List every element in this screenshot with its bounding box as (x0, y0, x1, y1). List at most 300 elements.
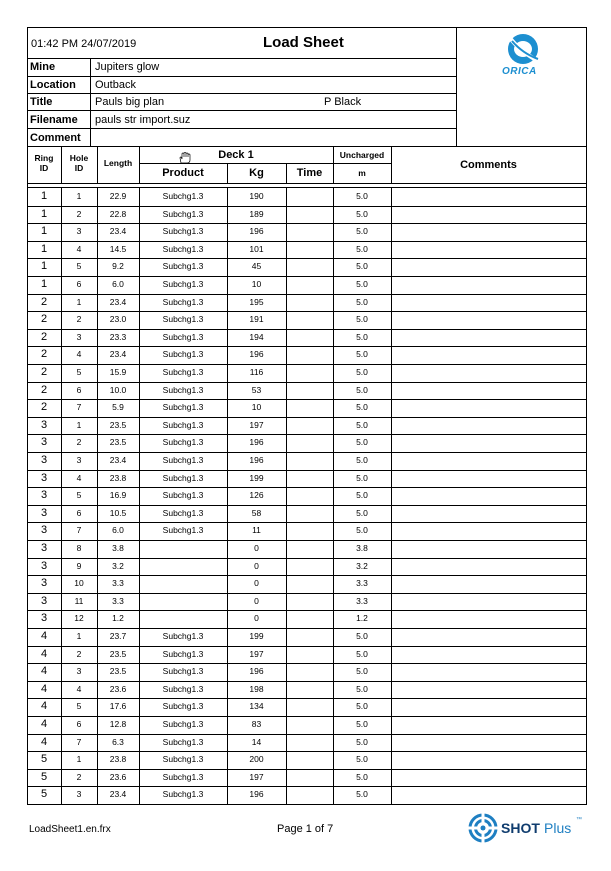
field-label-location: Location (30, 79, 76, 91)
cell-kg: 199 (249, 472, 264, 483)
table-row (27, 206, 587, 225)
cell-kg: 198 (249, 683, 264, 694)
cell-comments (391, 663, 586, 681)
cell-kg: 126 (249, 490, 264, 501)
cell-length: 23.8 (109, 472, 127, 483)
table-row (27, 646, 587, 665)
cell-ring-id: 2 (40, 330, 48, 343)
cell-length: 23.8 (109, 754, 127, 765)
cell-length: 23.3 (109, 331, 127, 342)
cell-comments (391, 346, 586, 364)
table-row (27, 698, 587, 717)
cell-kg: 191 (249, 314, 264, 325)
cell-time (286, 206, 333, 224)
table-row (27, 188, 587, 207)
cell-time (286, 276, 333, 294)
cell-ring-id: 3 (40, 594, 48, 607)
cell-uncharged: 5.0 (356, 367, 368, 377)
cell-uncharged: 5.0 (356, 314, 368, 325)
cell-hole-id: 2 (76, 771, 82, 782)
cell-hole-id: 5 (76, 367, 82, 377)
table-row (27, 364, 587, 383)
table-row (27, 786, 587, 805)
cell-uncharged: 1.2 (356, 613, 368, 624)
cell-uncharged: 5.0 (356, 226, 368, 237)
cell-time (286, 364, 333, 382)
cell-product (139, 575, 227, 593)
table-row (27, 487, 587, 506)
cell-time (286, 329, 333, 347)
cell-comments (391, 734, 586, 752)
cell-ring-id: 2 (40, 295, 48, 308)
cell-uncharged: 5.0 (356, 525, 368, 536)
table-row (27, 223, 587, 242)
cell-hole-id: 2 (76, 437, 82, 448)
table-row (27, 540, 587, 559)
cell-kg: 58 (251, 507, 262, 518)
cell-comments (391, 610, 586, 628)
cell-kg: 195 (249, 296, 264, 307)
cell-length: 23.0 (109, 314, 127, 325)
cell-uncharged: 3.3 (356, 578, 368, 589)
cell-hole-id: 6 (76, 279, 82, 289)
cell-ring-id: 1 (40, 225, 48, 238)
cell-time (286, 593, 333, 611)
cell-product: Subchg1.3 (162, 771, 204, 782)
cell-length: 17.6 (109, 701, 127, 712)
cell-ring-id: 3 (40, 612, 48, 625)
cell-product: Subchg1.3 (162, 754, 204, 765)
cell-hole-id: 3 (76, 789, 82, 800)
cell-ring-id: 4 (40, 647, 48, 660)
cell-kg: 83 (251, 719, 262, 729)
cell-time (286, 751, 333, 769)
cell-product: Subchg1.3 (162, 208, 204, 219)
cell-hole-id: 1 (76, 191, 82, 201)
cell-uncharged: 3.8 (356, 543, 368, 553)
report-filename: LoadSheet1.en.frx (29, 824, 111, 835)
cell-kg: 0 (254, 613, 259, 624)
cell-ring-id: 4 (40, 718, 48, 730)
cell-uncharged: 5.0 (356, 701, 368, 712)
cell-kg: 194 (249, 331, 264, 342)
cell-comments (391, 206, 586, 224)
cell-length: 23.4 (109, 349, 127, 360)
cell-product: Subchg1.3 (162, 367, 204, 377)
cell-comments (391, 487, 586, 505)
cell-time (286, 505, 333, 523)
cell-length: 6.3 (112, 736, 124, 747)
table-row (27, 294, 587, 313)
cell-hole-id: 7 (76, 525, 82, 536)
cell-comments (391, 558, 586, 576)
cell-time (286, 223, 333, 241)
cell-hole-id: 1 (76, 754, 82, 765)
cell-product (139, 593, 227, 611)
cell-product: Subchg1.3 (162, 349, 204, 360)
cell-uncharged: 5.0 (356, 666, 368, 677)
cell-product: Subchg1.3 (162, 701, 204, 712)
cell-uncharged: 5.0 (356, 402, 368, 413)
cell-hole-id: 1 (76, 419, 82, 430)
cell-kg: 45 (251, 261, 262, 272)
cell-product: Subchg1.3 (162, 736, 204, 747)
cell-uncharged: 3.3 (356, 595, 368, 606)
cell-comments (391, 716, 586, 734)
cell-time (286, 522, 333, 540)
cell-kg: 196 (249, 666, 264, 677)
cell-ring-id: 3 (40, 471, 48, 484)
cell-uncharged: 3.2 (356, 560, 368, 571)
cell-time (286, 382, 333, 400)
cell-hole-id: 6 (76, 507, 82, 518)
cell-comments (391, 505, 586, 523)
cell-uncharged: 5.0 (356, 331, 368, 342)
cell-comments (391, 681, 586, 699)
cell-uncharged: 5.0 (356, 243, 368, 254)
cell-product: Subchg1.3 (162, 226, 204, 237)
cell-length: 23.4 (109, 296, 127, 307)
cell-time (286, 628, 333, 646)
cell-ring-id: 4 (40, 700, 48, 713)
cell-ring-id: 2 (40, 383, 48, 396)
cell-hole-id: 1 (76, 296, 82, 307)
cell-time (286, 769, 333, 787)
cell-ring-id: 3 (40, 418, 48, 431)
cell-time (286, 417, 333, 435)
cell-length: 12.8 (109, 719, 127, 729)
cell-comments (391, 294, 586, 312)
cell-hole-id: 3 (76, 666, 82, 677)
col-hole-id-line2: ID (74, 163, 84, 173)
cell-uncharged: 5.0 (356, 191, 368, 201)
cell-length: 23.4 (109, 789, 127, 800)
table-row (27, 610, 587, 629)
cell-comments (391, 399, 586, 417)
cell-kg: 196 (249, 789, 264, 800)
table-row (27, 558, 587, 577)
cell-ring-id: 4 (40, 630, 48, 642)
table-row (27, 346, 587, 365)
table-row (27, 505, 587, 524)
cell-kg: 196 (249, 226, 264, 237)
cell-product: Subchg1.3 (162, 472, 204, 483)
cell-uncharged: 5.0 (356, 648, 368, 659)
cell-time (286, 294, 333, 312)
cell-uncharged: 5.0 (356, 771, 368, 782)
cell-length: 3.2 (112, 560, 124, 571)
cell-comments (391, 751, 586, 769)
cell-uncharged: 5.0 (356, 349, 368, 360)
cell-length: 23.5 (109, 666, 127, 677)
cell-uncharged: 5.0 (356, 419, 368, 430)
cell-product: Subchg1.3 (162, 507, 204, 518)
cell-product: Subchg1.3 (162, 279, 204, 289)
cell-product: Subchg1.3 (162, 314, 204, 325)
cell-ring-id: 3 (40, 436, 48, 449)
cell-uncharged: 5.0 (356, 455, 368, 465)
cell-kg: 196 (249, 455, 264, 465)
col-comments: Comments (460, 159, 517, 171)
cell-product: Subchg1.3 (162, 490, 204, 501)
cell-ring-id: 5 (40, 753, 48, 766)
cell-length: 6.0 (112, 279, 124, 289)
cell-ring-id: 1 (40, 190, 48, 202)
cell-ring-id: 2 (40, 313, 48, 326)
cell-length: 23.4 (109, 455, 127, 465)
cell-length: 15.9 (109, 367, 127, 377)
cell-ring-id: 1 (40, 278, 48, 290)
cell-ring-id: 4 (40, 682, 48, 695)
cell-ring-id: 1 (40, 260, 48, 273)
cell-time (286, 663, 333, 681)
table-row (27, 434, 587, 453)
cell-time (286, 399, 333, 417)
table-row (27, 276, 587, 295)
cell-ring-id: 2 (40, 366, 48, 378)
table-row (27, 734, 587, 753)
cell-ring-id: 2 (40, 348, 48, 361)
cell-product: Subchg1.3 (162, 384, 204, 395)
cell-length: 23.5 (109, 419, 127, 430)
cell-product: Subchg1.3 (162, 402, 204, 413)
cell-kg: 14 (251, 736, 262, 747)
col-kg: Kg (249, 167, 264, 179)
table-row (27, 663, 587, 682)
cell-comments (391, 646, 586, 664)
cell-length: 23.7 (109, 631, 127, 641)
cell-uncharged: 5.0 (356, 754, 368, 765)
cell-hole-id: 4 (76, 472, 82, 483)
orica-logo-icon (500, 32, 546, 80)
cell-comments (391, 769, 586, 787)
cell-uncharged: 5.0 (356, 789, 368, 800)
cell-time (286, 487, 333, 505)
cell-kg: 197 (249, 648, 264, 659)
cell-kg: 116 (249, 367, 264, 377)
table-row (27, 681, 587, 700)
cell-time (286, 346, 333, 364)
cell-time (286, 258, 333, 276)
cell-kg: 189 (249, 208, 264, 219)
cell-product: Subchg1.3 (162, 683, 204, 694)
cell-ring-id: 3 (40, 542, 48, 554)
cell-kg: 197 (249, 419, 264, 430)
cell-product: Subchg1.3 (162, 666, 204, 677)
cell-product: Subchg1.3 (162, 261, 204, 272)
cell-hole-id: 9 (76, 560, 82, 571)
table-row (27, 716, 587, 735)
cell-uncharged: 5.0 (356, 472, 368, 483)
shotplus-logo-icon (468, 813, 498, 843)
cell-comments (391, 434, 586, 452)
cell-hole-id: 6 (76, 384, 82, 395)
cell-length: 23.6 (109, 771, 127, 782)
cell-comments (391, 329, 586, 347)
cell-comments (391, 223, 586, 241)
cell-hole-id: 4 (76, 243, 82, 254)
cell-length: 10.0 (109, 384, 127, 395)
cell-time (286, 188, 333, 206)
cell-kg: 0 (254, 595, 259, 606)
cell-comments (391, 470, 586, 488)
shotplus-tm: ™ (576, 817, 582, 823)
cell-length: 23.5 (109, 648, 127, 659)
cell-kg: 197 (249, 771, 264, 782)
cell-uncharged: 5.0 (356, 296, 368, 307)
cell-product: Subchg1.3 (162, 719, 204, 729)
report-title: Load Sheet (263, 34, 344, 51)
cell-kg: 0 (254, 578, 259, 589)
cell-kg: 101 (249, 243, 264, 254)
cell-time (286, 610, 333, 628)
cell-uncharged: 5.0 (356, 261, 368, 272)
cell-ring-id: 5 (40, 788, 48, 801)
cell-comments (391, 417, 586, 435)
table-row (27, 417, 587, 436)
cell-length: 22.8 (109, 208, 127, 219)
shotplus-text-plus: Plus (544, 820, 572, 836)
cell-hole-id: 5 (76, 261, 82, 272)
field-value-location: Outback (95, 79, 136, 91)
table-row (27, 452, 587, 471)
report-datetime: 01:42 PM 24/07/2019 (31, 38, 137, 50)
cell-hole-id: 4 (76, 683, 82, 694)
col-time: Time (296, 167, 323, 179)
cell-product: Subchg1.3 (162, 243, 204, 254)
field-label-mine: Mine (30, 61, 56, 73)
cell-length: 6.0 (112, 525, 124, 536)
cell-ring-id: 5 (40, 770, 48, 783)
cell-product: Subchg1.3 (162, 455, 204, 465)
cell-comments (391, 276, 586, 294)
table-row (27, 628, 587, 647)
shotplus-logo (468, 811, 588, 845)
cell-kg: 0 (254, 560, 259, 571)
cell-comments (391, 575, 586, 593)
cell-product: Subchg1.3 (162, 437, 204, 448)
cell-product: Subchg1.3 (162, 419, 204, 430)
col-ring-id-line2: ID (39, 163, 49, 173)
cell-time (286, 698, 333, 716)
cell-time (286, 470, 333, 488)
cell-ring-id: 3 (40, 559, 48, 572)
col-deck: Deck 1 (218, 149, 254, 161)
field-label-comment: Comment (30, 132, 81, 144)
field-label-title: Title (30, 96, 53, 108)
cell-comments (391, 540, 586, 558)
table-row (27, 311, 587, 330)
field-value-author: P Black (324, 96, 362, 108)
cell-product: Subchg1.3 (162, 525, 204, 536)
field-value-filename: pauls str import.suz (95, 114, 191, 126)
cell-time (286, 575, 333, 593)
cell-hole-id: 7 (76, 736, 82, 747)
cell-time (286, 558, 333, 576)
table-row (27, 522, 587, 541)
cell-kg: 0 (254, 543, 259, 553)
cell-hole-id: 4 (76, 349, 82, 360)
cell-comments (391, 786, 586, 804)
cell-uncharged: 5.0 (356, 683, 368, 694)
cell-time (286, 716, 333, 734)
cell-comments (391, 522, 586, 540)
cell-comments (391, 258, 586, 276)
field-value-mine: Jupiters glow (95, 61, 160, 73)
cell-length: 16.9 (109, 490, 127, 501)
cell-length: 14.5 (109, 243, 127, 254)
cell-hole-id: 2 (76, 208, 82, 219)
col-product: Product (162, 167, 204, 179)
shotplus-text-shot: SHOT (501, 820, 540, 836)
cell-hole-id: 8 (76, 543, 82, 553)
cell-time (286, 452, 333, 470)
cell-product (139, 558, 227, 576)
cell-time (286, 540, 333, 558)
cell-length: 3.8 (112, 543, 124, 553)
cell-ring-id: 3 (40, 524, 48, 537)
cell-length: 3.3 (112, 595, 124, 606)
cell-hole-id: 3 (76, 226, 82, 237)
cell-hole-id: 3 (76, 331, 82, 342)
cell-product: Subchg1.3 (162, 191, 204, 201)
cell-hole-id: 10 (74, 578, 84, 589)
orica-logo-text: ORICA (502, 66, 537, 77)
cell-hole-id: 2 (76, 314, 82, 325)
col-uncharged: Uncharged (339, 150, 385, 160)
cell-kg: 11 (252, 525, 261, 536)
cell-kg: 10 (251, 279, 262, 289)
cell-product: Subchg1.3 (162, 296, 204, 307)
table-row (27, 241, 587, 260)
cell-hole-id: 5 (76, 490, 82, 501)
cell-length: 5.9 (112, 402, 124, 413)
cell-time (286, 646, 333, 664)
col-uncharged-unit: m (358, 168, 366, 178)
cell-length: 10.5 (109, 507, 127, 518)
cell-kg: 199 (249, 631, 264, 641)
cell-hole-id: 3 (76, 455, 82, 465)
table-row (27, 382, 587, 401)
cell-kg: 200 (249, 754, 264, 765)
cell-uncharged: 5.0 (356, 736, 368, 747)
table-row (27, 399, 587, 418)
cell-comments (391, 628, 586, 646)
cell-uncharged: 5.0 (356, 719, 368, 729)
cell-time (286, 241, 333, 259)
cell-product (139, 540, 227, 558)
cell-ring-id: 3 (40, 577, 48, 590)
cell-time (286, 734, 333, 752)
cell-ring-id: 4 (40, 735, 48, 748)
page-number: Page 1 of 7 (277, 823, 334, 835)
cell-comments (391, 593, 586, 611)
cell-uncharged: 5.0 (356, 490, 368, 501)
table-row (27, 593, 587, 612)
cell-hole-id: 11 (74, 595, 84, 606)
cell-length: 23.4 (109, 226, 127, 237)
cell-time (286, 311, 333, 329)
cell-uncharged: 5.0 (356, 208, 368, 219)
cell-ring-id: 3 (40, 506, 48, 519)
cell-ring-id: 1 (40, 207, 48, 220)
cell-length: 3.3 (112, 578, 124, 589)
cell-ring-id: 1 (40, 242, 48, 255)
cell-ring-id: 2 (40, 401, 48, 414)
cell-product: Subchg1.3 (162, 631, 204, 641)
cell-length: 23.6 (109, 683, 127, 694)
cell-uncharged: 5.0 (356, 507, 368, 518)
